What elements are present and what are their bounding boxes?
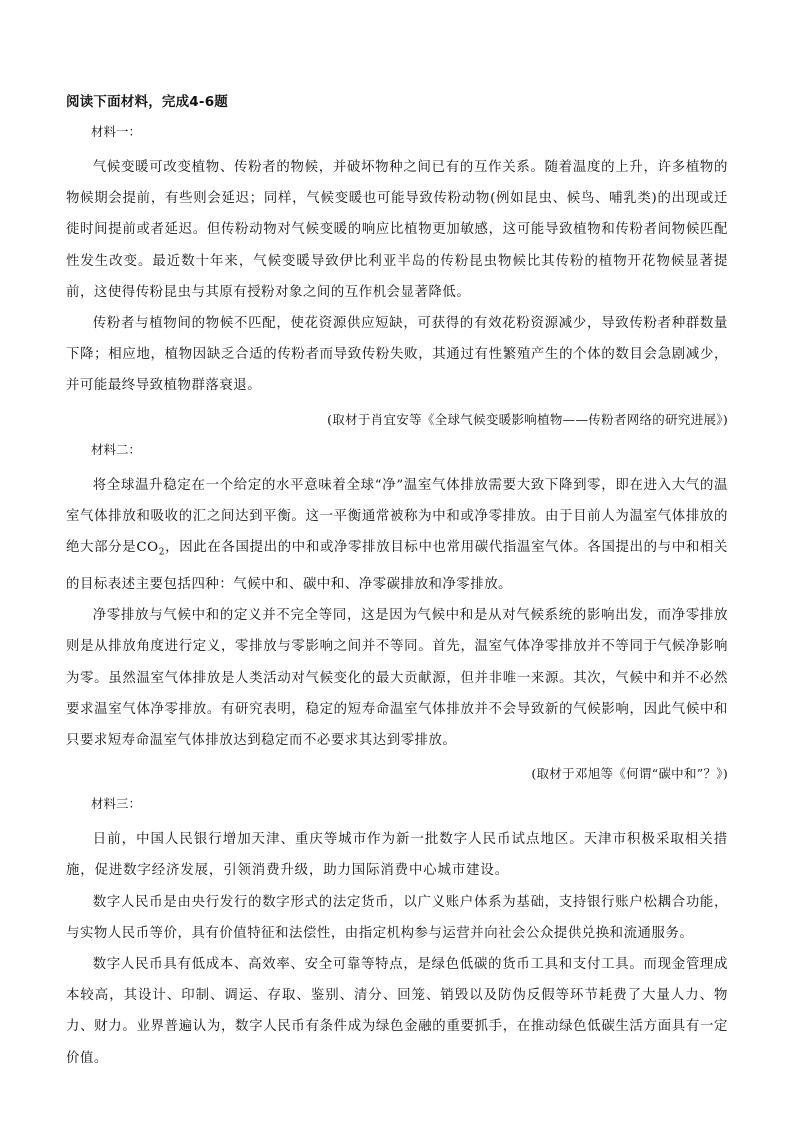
question-heading: 阅读下面材料，完成4-6题: [66, 94, 228, 110]
material-1-source: (取材于肖宜安等《全球气候变暖影响植物——传粉者网络的研究进展》): [327, 411, 728, 427]
material-3-paragraph-3: 数字人民币具有低成本、高效率、安全可靠等特点，是绿色低碳的货币工具和支付工具。而现金管理成本较高，其设计、印制、调运、存取、鉴别、清分、回笼、销毁以及防伪反假等环节耗费了大量人力、物力、财力。业界普遍认为，数字人民币有条件成为绿色金融的重要抓手，在推动绿色低碳生活方面具有一定价值。: [66, 956, 728, 1066]
material-2-source: (取材于邓旭等《何谓“碳中和”？》): [531, 766, 728, 782]
material-2-paragraph-1-part-b: ，因此在各国提出的中和或净零排放目标中也常用碳代指温室气体。各国提出的与中和相关的目标表述主要包括四种：气候中和、碳中和、净零碳排放和净零排放。: [66, 540, 728, 592]
co2-subscript: 2: [158, 547, 165, 558]
material-1-label: 材料一：: [91, 124, 142, 139]
material-1-paragraph-1: 气候变暖可改变植物、传粉者的物候，并破坏物种之间已有的互作关系。随着温度的上升，许多植物的物候期会提前，有些则会延迟；同样，气候变暖也可能导致传粉动物(例如昆虫、候鸟、哺乳类)的出现或迁徙时间提前或者延迟。但传粉动物对气候变暖的响应比植物更加敏感，这可能导致植物和传粉者间物候匹配性发生改变。最近数十年来，气候变暖导致伊比利亚半岛的传粉昆虫物候比其传粉的植物开花物候显著提前，这使得传粉昆虫与其原有授粉对象之间的互作机会显著降低。: [66, 160, 728, 300]
material-2-paragraph-1: [66, 470, 728, 600]
material-3-paragraph-2: 数字人民币是由央行发行的数字形式的法定货币，以广义账户体系为基础，支持银行账户松耦合功能，与实物人民币等价，具有价值特征和法偿性，由指定机构参与运营并向社会公众提供兑换和流通服务。: [66, 894, 728, 941]
material-3-label: 材料三：: [91, 796, 142, 812]
material-2-label: 材料二：: [91, 441, 142, 457]
material-2-paragraph-1-part-a: 将全球温升稳定在一个给定的水平意味着全球“净”温室气体排放需要大致下降到零，即在进入大气的温室气体排放和吸收的汇之间达到平衡。这一平衡通常被称为中和或净零排放。由于目前人为温室气体排放的绝大部分是CO: [66, 477, 728, 556]
material-2-paragraph-2: 净零排放与气候中和的定义并不完全等同，这是因为气候中和是从对气候系统的影响出发，而净零排放则是从排放角度进行定义，零排放与零影响之间并不等同。首先，温室气体净零排放并不等同于气候净影响为零。虽然温室气体排放是人类活动对气候变化的最大贡献源，但并非唯一来源。其次，气候中和并不必然要求温室气体净零排放。有研究表明，稳定的短寿命温室气体排放并不会导致新的气候影响，因此气候中和只要求短寿命温室气体排放达到稳定而不必要求其达到零排放。: [66, 608, 728, 748]
document-page: [66, 92, 728, 1074]
material-1-paragraph-2: 传粉者与植物间的物候不匹配，使花资源供应短缺，可获得的有效花粉资源减少，导致传粉者种群数量下降；相应地，植物因缺乏合适的传粉者而导致传粉失败，其通过有性繁殖产生的个体的数目会急剧减少，并可能最终导致植物群落衰退。: [66, 316, 728, 394]
material-3-paragraph-1: 日前，中国人民银行增加天津、重庆等城市作为新一批数字人民币试点地区。天津市积极采取相关措施，促进数字经济发展，引领消费升级，助力国际消费中心城市建设。: [66, 832, 728, 879]
